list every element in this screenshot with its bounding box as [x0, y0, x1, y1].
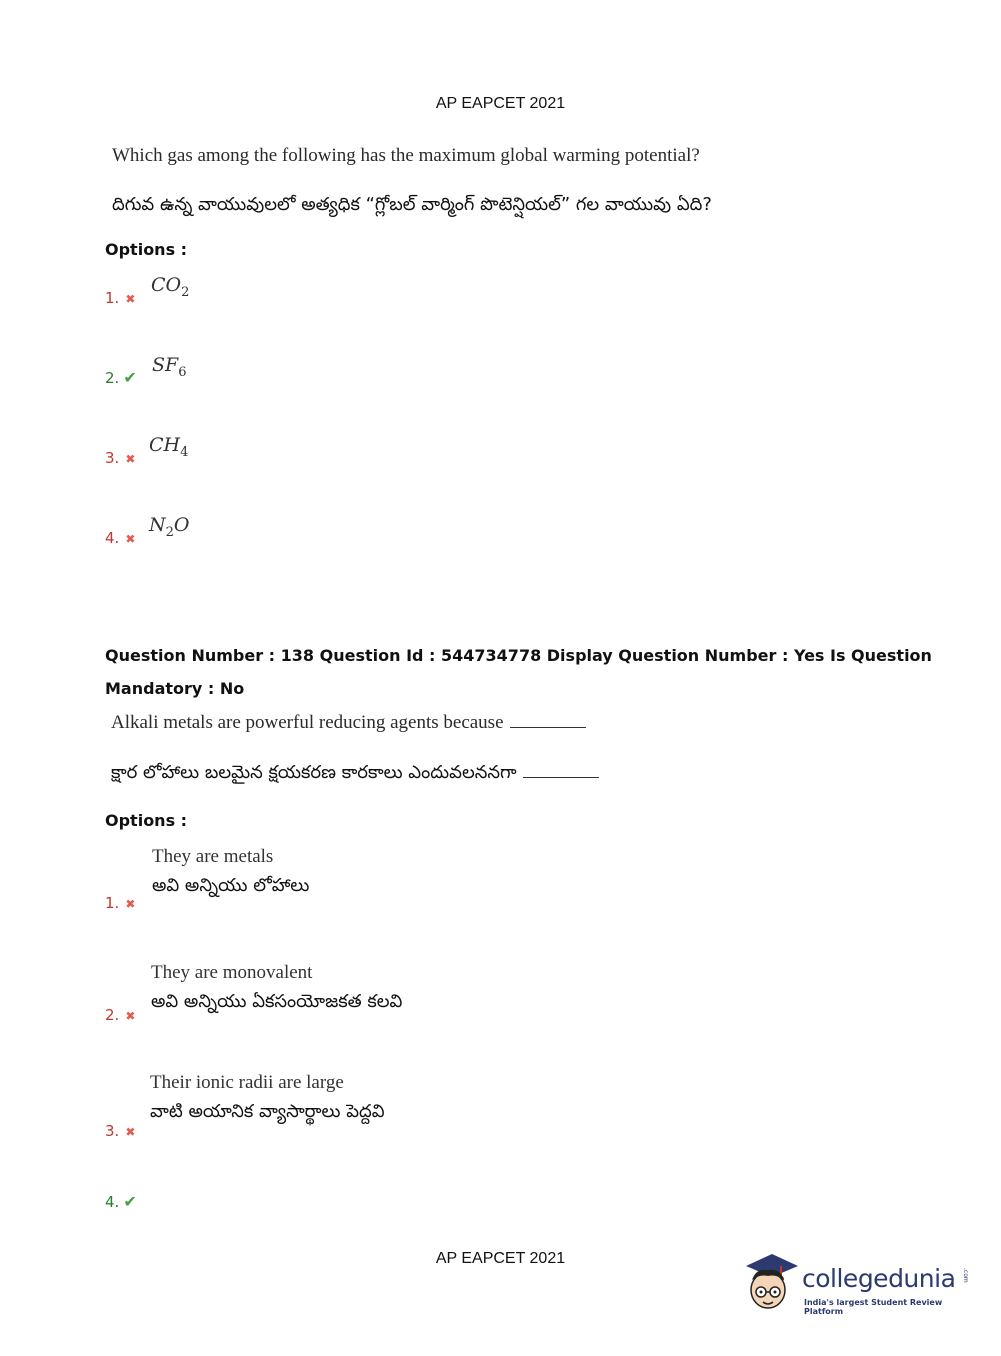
q2-option-1-english: They are metals — [152, 846, 274, 867]
question-2-text-english: Alkali metals are powerful reducing agents because — [111, 712, 586, 734]
check-icon: ✔ — [123, 368, 137, 387]
q2-option-3-english: Their ionic radii are large — [150, 1072, 344, 1093]
q2-option-2-english: They are monovalent — [151, 962, 313, 983]
logo-suffix: .com — [962, 1268, 969, 1283]
q1-option-3-formula: $CH_4$ — [149, 434, 189, 460]
q2-option-2[interactable] — [105, 1005, 135, 1024]
option-number: 2. — [105, 1006, 120, 1024]
collegedunia-logo — [742, 1250, 972, 1320]
question-2-meta-line-1: Question Number : 138 Question Id : 544734778 Display Question Number : Yes Is Question — [105, 646, 932, 665]
q2-option-4[interactable] — [105, 1192, 137, 1211]
question-2-meta-line-2: Mandatory : No — [105, 679, 245, 698]
q2-option-1-telugu: అవి అన్నియు లోహాలు — [152, 875, 310, 896]
option-number: 4. — [105, 1193, 120, 1211]
option-number: 3. — [105, 449, 120, 467]
q1-option-2[interactable] — [105, 368, 137, 387]
q1-option-4[interactable] — [105, 528, 135, 547]
answer-blank — [523, 777, 599, 778]
q2-option-3-telugu: వాటి అయానిక వ్యాసార్థాలు పెద్దవి — [150, 1101, 385, 1122]
option-number: 1. — [105, 894, 120, 912]
q2-option-1[interactable] — [105, 893, 135, 912]
check-icon: ✔ — [123, 1192, 137, 1211]
question-1-text-english: Which gas among the following has the maximum global warming potential? — [112, 145, 700, 166]
q1-option-2-formula: $SF_6$ — [152, 354, 187, 380]
cross-icon: ✖ — [125, 532, 136, 546]
page-header: AP EAPCET 2021 — [435, 95, 566, 112]
q1-option-1-formula: $CO_2$ — [151, 274, 190, 300]
q1-option-1[interactable] — [105, 288, 135, 307]
cross-icon: ✖ — [125, 292, 136, 306]
page-footer: AP EAPCET 2021 — [435, 1250, 566, 1267]
cross-icon: ✖ — [125, 1125, 136, 1139]
logo-name: collegedunia — [802, 1264, 956, 1293]
cross-icon: ✖ — [125, 1009, 136, 1023]
q2-option-2-telugu: అవి అన్నియు ఏకసంయోజకత కలవి — [151, 991, 403, 1012]
question-1-text-telugu: దిగువ ఉన్న వాయువులలో అత్యధిక “గ్లోబల్ వార్మింగ్ పొటెన్షియల్” గల వాయువు ఏది? — [112, 194, 712, 215]
cross-icon: ✖ — [125, 452, 136, 466]
option-number: 2. — [105, 369, 120, 387]
question-2-text-telugu: క్షార లోహాలు బలమైన క్షయకరణ కారకాలు ఎందువలననగా — [111, 762, 599, 787]
options-label: Options : — [105, 811, 188, 830]
q2-option-3[interactable] — [105, 1121, 135, 1140]
mascot-icon — [742, 1250, 800, 1316]
q1-option-4-formula: $N_2O$ — [149, 514, 190, 540]
option-number: 3. — [105, 1122, 120, 1140]
q1-option-3[interactable] — [105, 448, 135, 467]
option-number: 4. — [105, 529, 120, 547]
logo-tagline: India's largest Student Review Platform — [804, 1298, 943, 1316]
answer-blank — [510, 727, 586, 728]
options-label: Options : — [105, 240, 188, 259]
cross-icon: ✖ — [125, 897, 136, 911]
option-number: 1. — [105, 289, 120, 307]
